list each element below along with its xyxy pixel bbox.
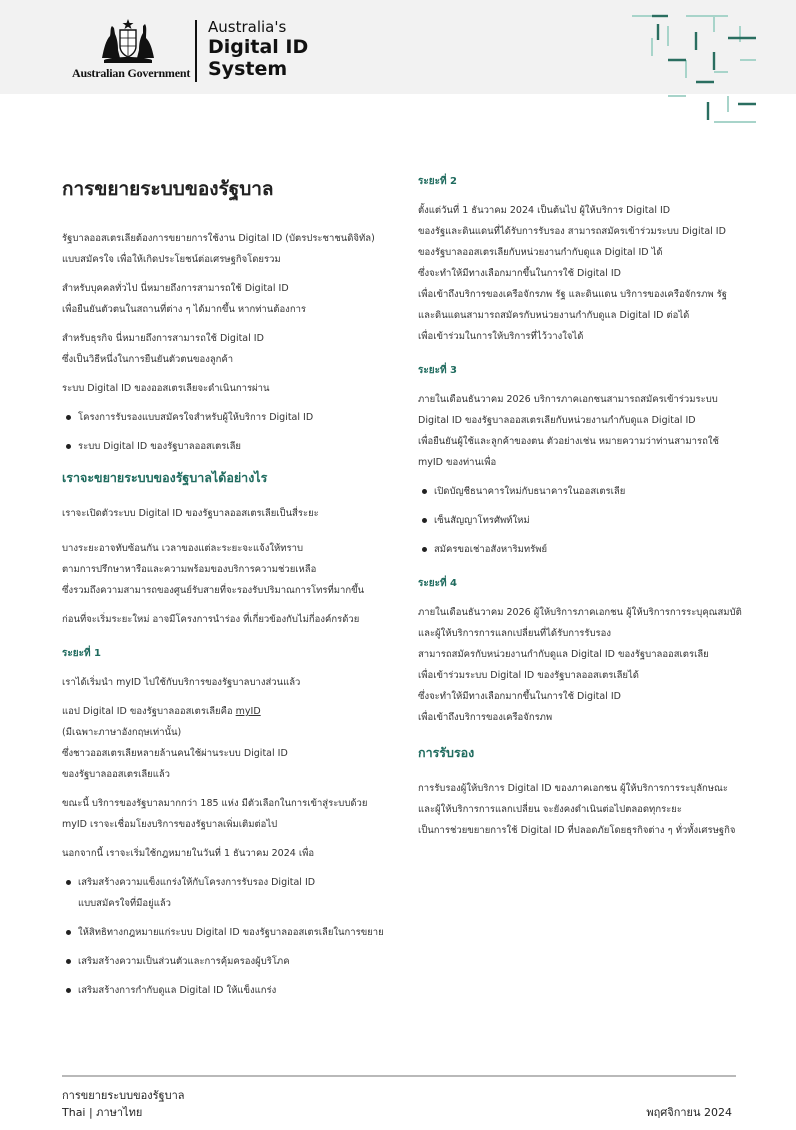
page-header <box>0 0 796 94</box>
government-label: Australian Government <box>72 66 191 80</box>
phase-1-paragraph-3: ขณะนี้ บริการของรัฐบาลมากกว่า 185 แห่ง มีตัวเลือกในการเข้าสู่ระบบด้วย myID เราจะเชื่อมโยงบริการของรัฐบาลเพิ่มเติมต่อไป <box>62 798 368 830</box>
footer-title: การขยายระบบของรัฐบาล <box>62 1089 185 1102</box>
list-item: เสริมสร้างความเป็นส่วนตัวและการคุ้มครองผู้บริโภค <box>62 951 387 972</box>
footer-divider <box>62 1075 736 1077</box>
phase-2-paragraph: ตั้งแต่วันที่ 1 ธันวาคม 2024 เป็นต้นไป ผู้ให้บริการ Digital ID ของรัฐและดินแดนที่ได้รับการรับรอง สามารถสมัครเข้าร่วมระบบ Digital ID ของรัฐบาลออสเตรเลียกับหน่วยงานกำกับดูแล Digital ID ได้ ซึ่งจะทำให้มีทางเลือกมากขึ้นในการใช้ Digital ID เพื่อเข้าถึงบริการของเครือจักรภพ รัฐ และดินแดน บริการของเครือจักรภพ รัฐ และดินแดนสามารถสมัครกับหน่วยงานกำกับดูแล Digital ID ต่อได้ เพื่อเข้าร่วมในการให้บริการที่ไว้วางใจได้ <box>418 205 727 342</box>
brand-wordmark <box>208 19 308 80</box>
phase-4-paragraph: ภายในเดือนธันวาคม 2026 ผู้ให้บริการภาคเอกชน ผู้ให้บริการการระบุคุณสมบัติ และผู้ให้บริการการแลกเปลี่ยนที่ได้รับการรับรอง สามารถสมัครกับหน่วยงานกำกับดูแล Digital ID ของรัฐบาลออสเตรเลีย เพื่อเข้าร่วมระบบ Digital ID ของรัฐบาลออสเตรเลียได้ ซึ่งจะทำให้มีทางเลือกมากขึ้นในการใช้ Digital ID เพื่อเข้าถึงบริการของเครือจักรภพ <box>418 607 742 723</box>
how-paragraph-2: บางระยะอาจทับซ้อนกัน เวลาของแต่ละระยะจะแจ้งให้ทราบ ตามการปรึกษาหารือและความพร้อมของบริการความช่วยเหลือ ซึ่งรวมถึงความสามารถของศูนย์รับสายที่จะรองรับปริมาณการโทรที่มากขึ้น <box>62 543 365 596</box>
intro-bullet-list <box>62 407 387 457</box>
section-heading-how: เราจะขยายระบบของรัฐบาลได้อย่างไร <box>62 470 268 485</box>
intro-paragraph-3: สำหรับธุรกิจ นี่หมายถึงการสามารถใช้ Digital ID ซึ่งเป็นวิธีหนึ่งในการยืนยันตัวตนของลูกค้า <box>62 333 264 365</box>
decorative-pattern-icon <box>628 12 758 128</box>
list-item: ระบบ Digital ID ของรัฐบาลออสเตรเลีย <box>62 436 387 457</box>
list-item: เซ็นสัญญาโทรศัพท์ใหม่ <box>418 510 740 531</box>
brand-line-1: Australia's <box>208 18 287 36</box>
list-item: ให้สิทธิทางกฎหมายแก่ระบบ Digital ID ของรัฐบาลออสเตรเลียในการขยาย <box>62 922 387 943</box>
phase-1-paragraph-4: นอกจากนี้ เราจะเริ่มใช้กฎหมายในวันที่ 1 ธันวาคม 2024 เพื่อ <box>62 848 315 859</box>
phase-1-bullet-list <box>62 872 387 1001</box>
phase-3-paragraph: ภายในเดือนธันวาคม 2026 บริการภาคเอกชนสามารถสมัครเข้าร่วมระบบ Digital ID ของรัฐบาลออสเตรเลียกับหน่วยงานกำกับดูแล Digital ID เพื่อยืนยันผู้ใช้และลูกค้าของตน ตัวอย่างเช่น หมายความว่าท่านสามารถใช้ myID ของท่านเพื่อ <box>418 394 719 468</box>
list-item: เปิดบัญชีธนาคารใหม่กับธนาคารในออสเตรเลีย <box>418 481 740 502</box>
phase-3-heading: ระยะที่ 3 <box>418 365 458 376</box>
coat-of-arms-icon <box>98 18 158 64</box>
phase-1-paragraph-2: แอป Digital ID ของรัฐบาลออสเตรเลียคือ myID (มีเฉพาะภาษาอังกฤษเท่านั้น) ซึ่งชาวออสเตรเลียหลายล้านคนใช้ผ่านระบบ Digital ID ของรัฐบาลออสเตรเลียแล้ว <box>62 706 288 780</box>
intro-paragraph-1: รัฐบาลออสเตรเลียต้องการขยายการใช้งาน Digital ID (บัตรประชาชนดิจิทัล) แบบสมัครใจ เพื่อให้เกิดประโยชน์ต่อเศรษฐกิจโดยรวม <box>62 233 375 265</box>
section-heading-accreditation: การรับรอง <box>418 745 475 760</box>
phase-2-heading: ระยะที่ 2 <box>418 176 458 187</box>
phase-4-heading: ระยะที่ 4 <box>418 578 458 589</box>
accreditation-paragraph: การรับรองผู้ให้บริการ Digital ID ของภาคเอกชน ผู้ให้บริการการระบุลักษณะ และผู้ให้บริการการแลกเปลี่ยน จะยังคงดำเนินต่อไปตลอดทุกระยะ เป็นการช่วยขยายการใช้ Digital ID ที่ปลอดภัยโดยธุรกิจต่าง ๆ ทั่วทั้งเศรษฐกิจ <box>418 783 736 836</box>
list-item: เสริมสร้างความแข็งแกร่งให้กับโครงการรับรอง Digital ID แบบสมัครใจที่มีอยู่แล้ว <box>62 872 387 914</box>
phase-1-paragraph-1: เราได้เริ่มนำ myID ไปใช้กับบริการของรัฐบาลบางส่วนแล้ว <box>62 677 301 688</box>
list-item: โครงการรับรองแบบสมัครใจสำหรับผู้ให้บริการ Digital ID <box>62 407 387 428</box>
left-column <box>62 176 387 1009</box>
how-paragraph-3: ก่อนที่จะเริ่มระยะใหม่ อาจมีโครงการนำร่อง ที่เกี่ยวข้องกับไม่กี่องค์กรด้วย <box>62 614 360 625</box>
page-title: การขยายระบบของรัฐบาล <box>62 178 274 200</box>
brand-line-3: System <box>208 58 288 80</box>
list-item: เสริมสร้างการกำกับดูแล Digital ID ให้แข็งแกร่ง <box>62 980 387 1001</box>
intro-paragraph-4: ระบบ Digital ID ของออสเตรเลียจะดำเนินการผ่าน <box>62 383 270 394</box>
footer-date: พฤศจิกายน 2024 <box>646 1106 732 1119</box>
list-item: สมัครขอเช่าอสังหาริมทรัพย์ <box>418 539 740 560</box>
intro-paragraph-2: สำหรับบุคคลทั่วไป นี่หมายถึงการสามารถใช้ Digital ID เพื่อยืนยันตัวตนในสถานที่ต่าง ๆ ได้มากขึ้น หากท่านต้องการ <box>62 283 307 315</box>
header-divider <box>195 20 197 82</box>
myid-link[interactable]: myID <box>235 706 261 717</box>
right-column <box>418 172 740 849</box>
phase-1-heading: ระยะที่ 1 <box>62 648 102 659</box>
footer-language: Thai | ภาษาไทย <box>62 1106 143 1119</box>
phase-3-bullet-list <box>418 481 740 560</box>
brand-line-2: Digital ID <box>208 36 309 58</box>
how-paragraph-1: เราจะเปิดตัวระบบ Digital ID ของรัฐบาลออสเตรเลียเป็นสี่ระยะ <box>62 508 319 519</box>
